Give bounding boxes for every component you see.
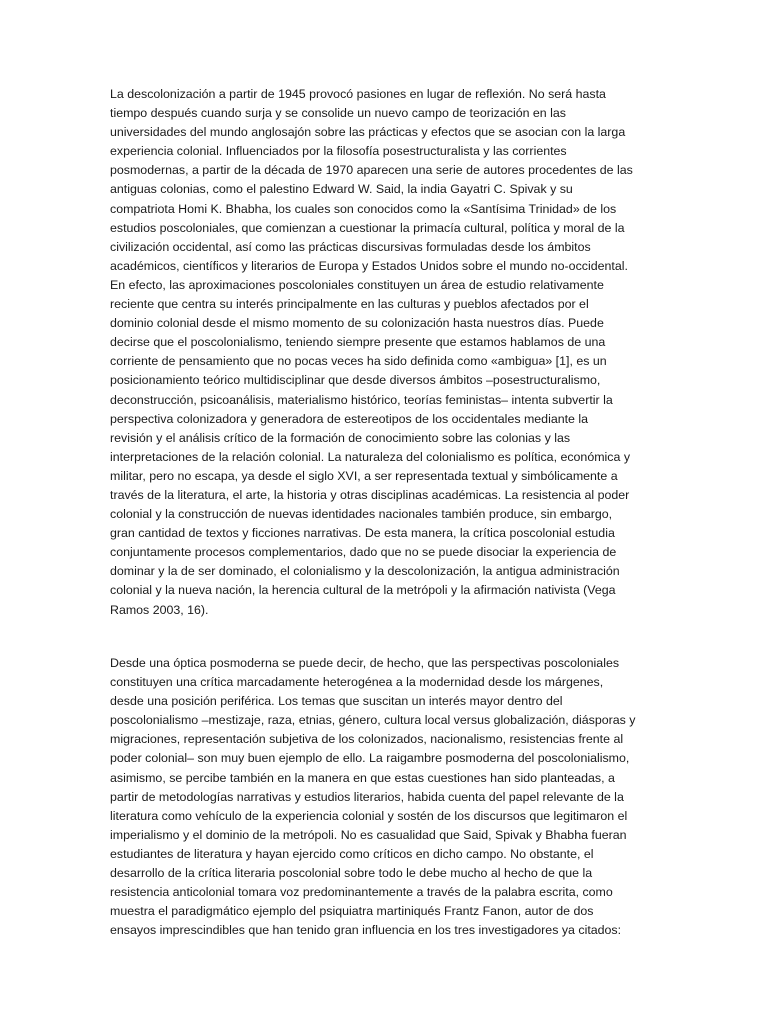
- text-line: constituyen una crítica marcadamente heterogénea a la modernidad desde los márgenes,: [110, 675, 604, 690]
- text-line: desarrollo de la crítica literaria poscolonial sobre todo le debe mucho al hecho de que la: [110, 866, 593, 881]
- text-line: corriente de pensamiento que no pocas veces ha sido definida como «ambigua» [1], es un: [110, 354, 607, 369]
- text-line: dominar y la de ser dominado, el colonialismo y la descolonización, la antigua administración: [110, 564, 620, 579]
- text-line: académicos, científicos y literarios de Europa y Estados Unidos sobre el mundo no-occidental.: [110, 258, 628, 273]
- text-line: migraciones, representación subjetiva de los colonizados, nacionalismo, resistencias frente al: [110, 732, 624, 747]
- paragraph-2: [110, 654, 658, 940]
- text-line: resistencia anticolonial tomara voz predominantemente a través de la palabra escrita, como: [110, 885, 613, 900]
- text-line: poscolonialismo –mestizaje, raza, etnias, género, cultura local versus globalización, diásporas y: [110, 713, 636, 728]
- text-line: gran cantidad de textos y ficciones narrativas. De esta manera, la crítica poscolonial estudia: [110, 526, 615, 541]
- text-line: estudios poscoloniales, que comienzan a cuestionar la primacía cultural, política y moral de la: [110, 220, 625, 235]
- text-line: interpretaciones de la relación colonial. La naturaleza del colonialismo es política, económica y: [110, 449, 631, 464]
- text-line: colonial y la construcción de nuevas identidades nacionales también produce, sin embargo,: [110, 507, 613, 522]
- text-line: decirse que el poscolonialismo, teniendo siempre presente que estamos hablamos de una: [110, 335, 606, 350]
- text-line: estudiantes de literatura y hayan ejercido como críticos en dicho campo. No obstante, el: [110, 846, 594, 861]
- text-line: Ramos 2003, 16).: [110, 602, 209, 617]
- text-line: experiencia colonial. Influenciados por la filosofía posestructuralista y las corrientes: [110, 144, 567, 159]
- text-line: civilización occidental, así como las prácticas discursivas formuladas desde los ámbitos: [110, 239, 591, 254]
- text-line: posmodernas, a partir de la década de 1970 aparecen una serie de autores procedentes de las: [110, 163, 633, 178]
- text-line: conjuntamente procesos complementarios, dado que no se puede disociar la experiencia de: [110, 545, 617, 560]
- text-line: imperialismo y el dominio de la metrópoli. No es casualidad que Said, Spivak y Bhabha fueran: [110, 827, 627, 842]
- text-line: asimismo, se percibe también en la manera en que estas cuestiones han sido planteadas, a: [110, 770, 615, 785]
- text-line: Desde una óptica posmoderna se puede decir, de hecho, que las perspectivas poscoloniales: [110, 656, 620, 670]
- text-line: militar, pero no escapa, ya desde el siglo XVI, a ser representada textual y simbólicamente a: [110, 468, 618, 483]
- text-line: colonial y la nueva nación, la herencia cultural de la metrópoli y la afirmación nativista (Vega: [110, 583, 616, 598]
- text-line: ensayos imprescindibles que han tenido gran influencia en los tres investigadores ya citados:: [110, 923, 622, 938]
- text-line: reciente que centra su interés principalmente en las culturas y pueblos afectados por el: [110, 297, 589, 312]
- paragraph-1: [110, 85, 658, 620]
- text-line: muestra el paradigmático ejemplo del psiquiatra martiniqués Frantz Fanon, autor de dos: [110, 904, 594, 919]
- text-line: través de la literatura, el arte, la historia y otras disciplinas académicas. La resistencia al poder: [110, 487, 630, 502]
- text-line: tiempo después cuando surja y se consolide un nuevo campo de teorización en las: [110, 106, 566, 121]
- text-line: universidades del mundo anglosajón sobre las prácticas y efectos que se asocian con la larga: [110, 125, 626, 140]
- text-line: literatura como vehículo de la experiencia colonial y sostén de los discursos que legitimaron el: [110, 808, 628, 823]
- text-line: revisión y el análisis crítico de la formación de conocimiento sobre las colonias y las: [110, 430, 571, 445]
- text-line: posicionamiento teórico multidisciplinar que desde diversos ámbitos –posestructuralismo,: [110, 373, 601, 388]
- text-line: La descolonización a partir de 1945 provocó pasiones en lugar de reflexión. No será hasta: [110, 87, 606, 101]
- text-line: poder colonial– son muy buen ejemplo de ello. La raigambre posmoderna del poscolonialismo,: [110, 751, 630, 766]
- text-line: deconstrucción, psicoanálisis, materialismo histórico, teorías feministas– intenta subvertir la: [110, 392, 613, 407]
- text-line: perspectiva colonizadora y generadora de estereotipos de los occidentales mediante la: [110, 411, 589, 426]
- text-line: desde una posición periférica. Los temas que suscitan un interés mayor dentro del: [110, 694, 563, 709]
- text-line: compatriota Homi K. Bhabha, los cuales son conocidos como la «Santísima Trinidad» de los: [110, 201, 617, 216]
- text-line: antiguas colonias, como el palestino Edward W. Said, la india Gayatri C. Spivak y su: [110, 182, 573, 197]
- text-line: dominio colonial desde el mismo momento de su colonización hasta nuestros días. Puede: [110, 316, 604, 331]
- text-line: partir de metodologías narrativas y estudios literarios, habida cuenta del papel relevante de la: [110, 789, 624, 804]
- text-line: En efecto, las aproximaciones poscoloniales constituyen un área de estudio relativamente: [110, 277, 604, 292]
